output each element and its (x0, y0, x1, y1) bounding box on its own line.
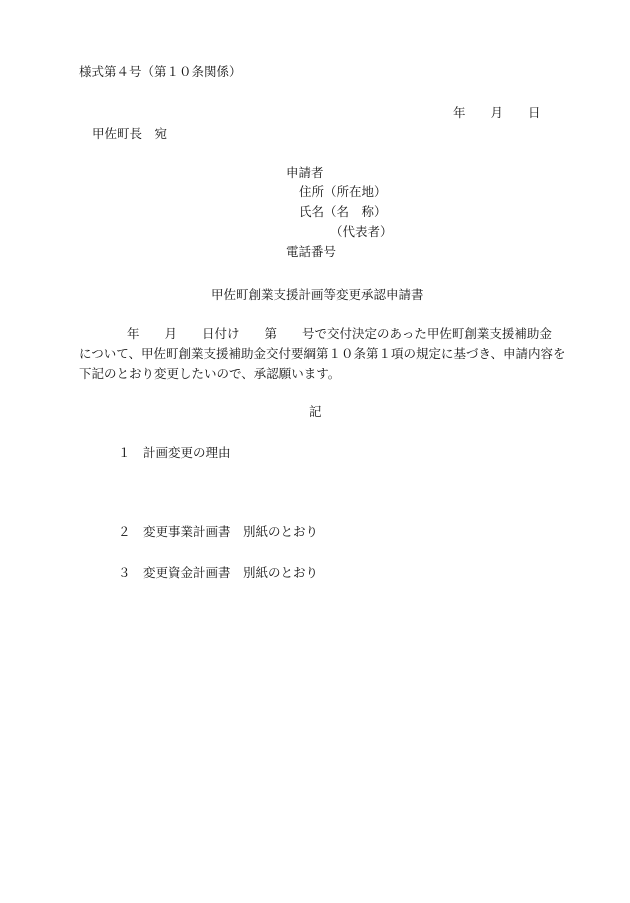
form-number: 様式第４号（第１０条関係） (79, 64, 242, 79)
body-line: 下記のとおり変更したいので、承認願います。 (79, 366, 341, 381)
list-item: ２ 変更事業計画書 別紙のとおり (118, 524, 319, 539)
body-line: 年 月 日付け 第 号で交付決定のあった甲佐町創業支援補助金 (127, 326, 552, 341)
ki-heading: 記 (309, 404, 322, 419)
body-line: について、甲佐町創業支援補助金交付要綱第１０条第１項の規定に基づき、申請内容を (79, 346, 566, 361)
date-line: 年 月 日 (453, 105, 541, 120)
name-label: 氏名（名 称） (299, 204, 387, 219)
phone-label: 電話番号 (286, 244, 337, 259)
applicant-heading: 申請者 (286, 165, 324, 180)
list-item: ３ 変更資金計画書 別紙のとおり (118, 565, 319, 580)
representative-label: （代表者） (330, 224, 393, 239)
document-title: 甲佐町創業支援計画等変更承認申請書 (211, 287, 424, 302)
list-item: １ 計画変更の理由 (118, 445, 231, 460)
address-label: 住所（所在地） (299, 184, 387, 199)
addressee: 甲佐町長 宛 (92, 126, 168, 141)
